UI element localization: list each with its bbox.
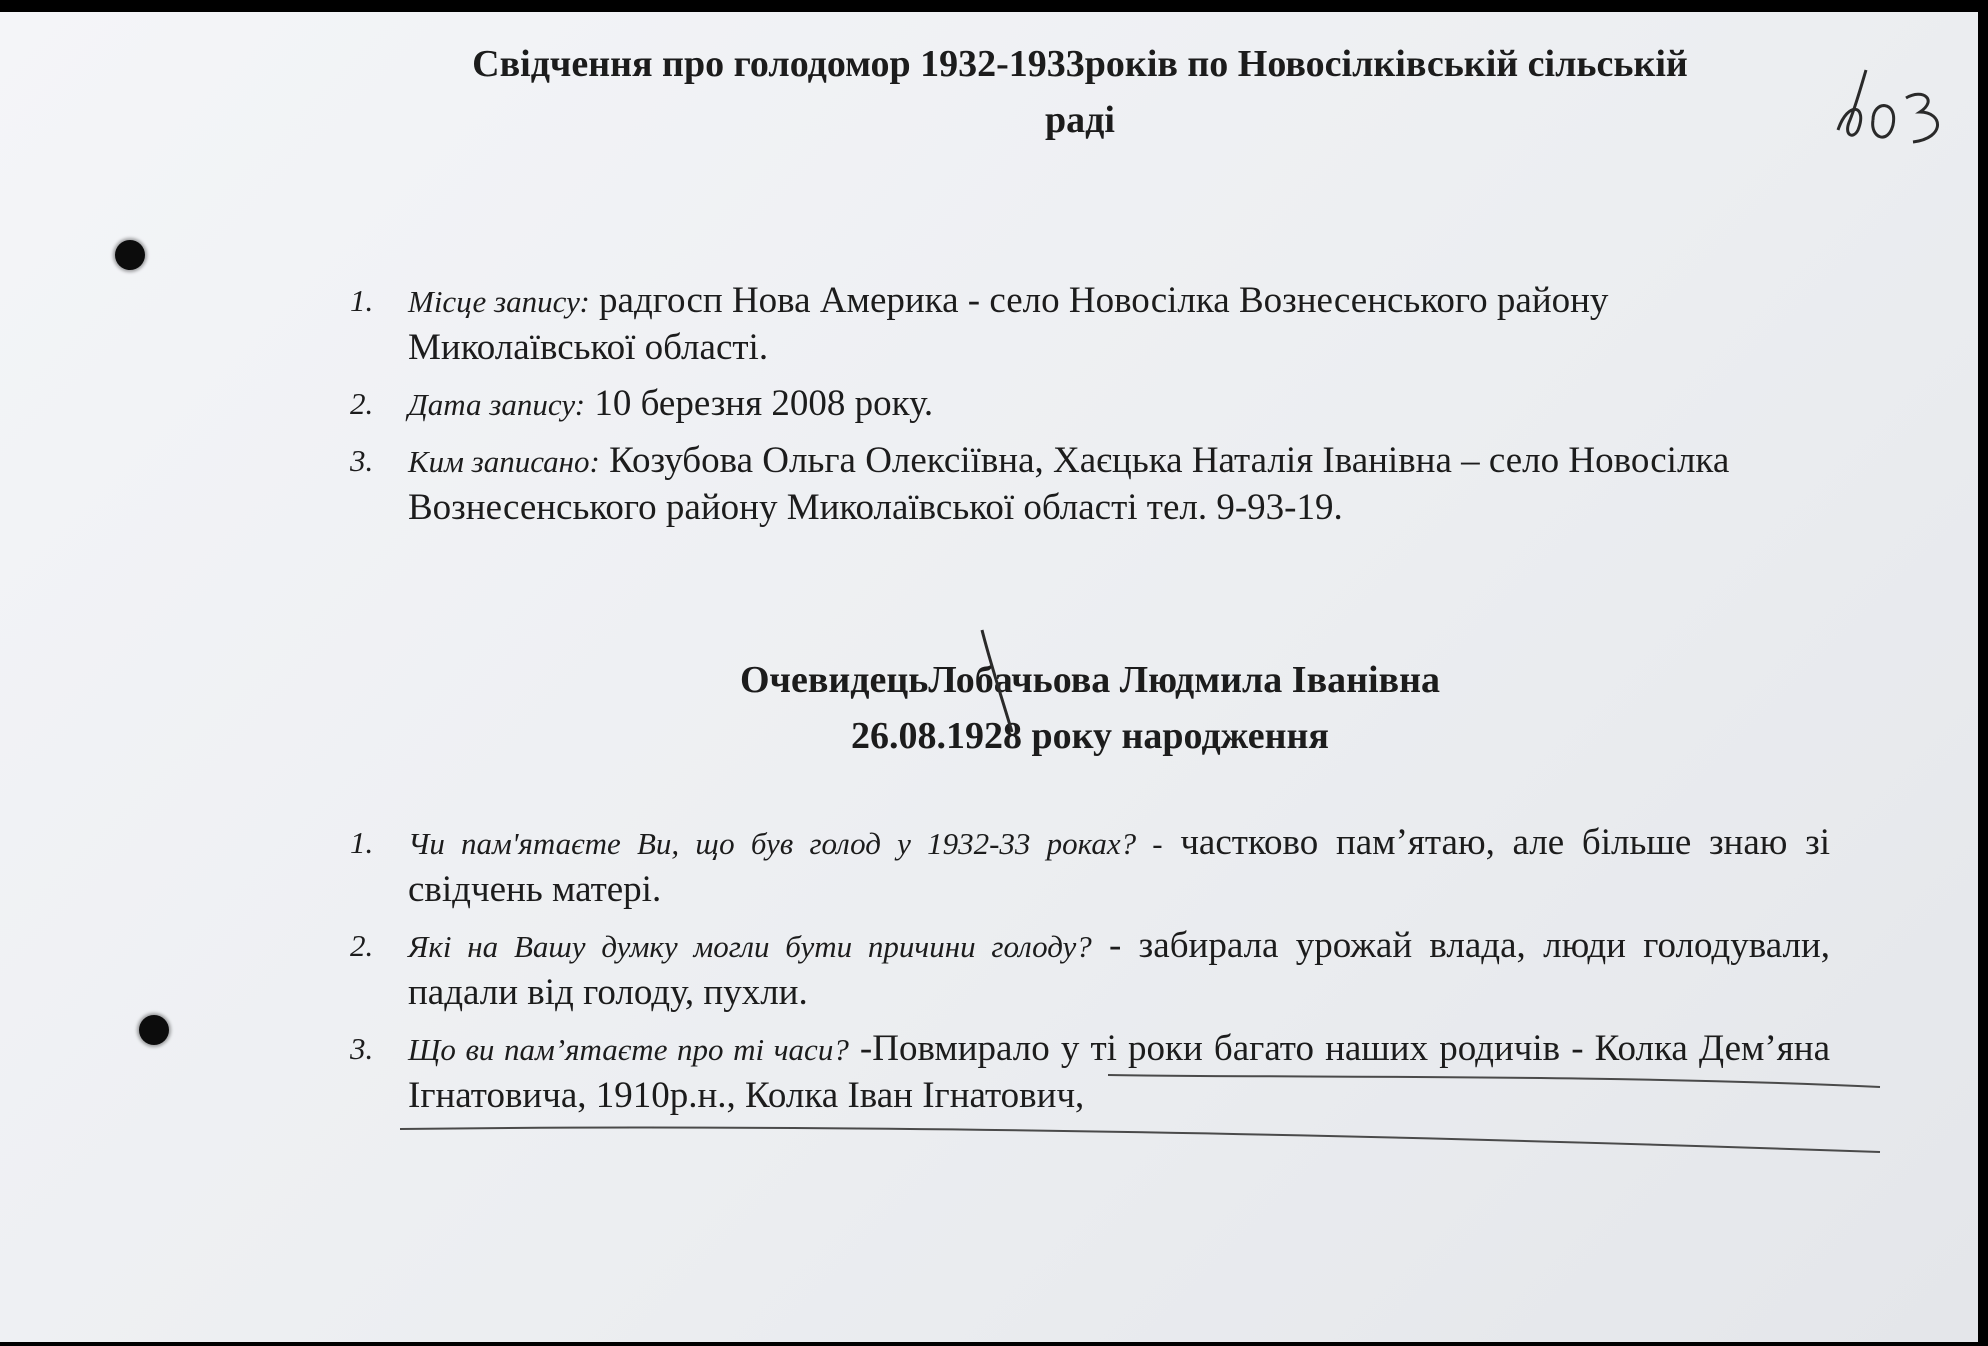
interview-qa-list bbox=[350, 820, 1830, 1129]
qa-item bbox=[350, 923, 1830, 1016]
document-title-line-1: Свідчення про голодомор 1932-1933років по Новосілківській сільській bbox=[472, 43, 1688, 85]
qa-item bbox=[350, 820, 1830, 913]
list-number: 1. bbox=[350, 825, 374, 860]
question-text: Що ви пам’ятаєте про ті часи? bbox=[408, 1032, 849, 1067]
list-number: 3. bbox=[350, 443, 374, 478]
answer-text: -Повмирало у ті роки багато наших родичів - Колка Дем’яна Ігнатовича, 1910р.н., Колка Іван Ігнатович, bbox=[408, 1028, 1830, 1116]
witness-name: ОчевидецьЛобачьова Людмила Іванівна bbox=[740, 659, 1440, 701]
metadata-item-date bbox=[350, 381, 1830, 428]
witness-heading bbox=[440, 652, 1740, 764]
document-title bbox=[300, 36, 1860, 148]
document-title-line-2: раді bbox=[1045, 99, 1115, 141]
metadata-label: Ким записано: bbox=[408, 444, 600, 479]
question-text: Які на Вашу думку могли бути причини голоду? bbox=[408, 929, 1092, 964]
list-number: 2. bbox=[350, 386, 374, 421]
qa-item bbox=[350, 1026, 1830, 1119]
witness-birth-date: 26.08.1928 року народження bbox=[851, 715, 1329, 757]
metadata-value: 10 березня 2008 року. bbox=[585, 383, 934, 424]
answer-text: частково пам’ятаю, але більше знаю зі свідчень матері. bbox=[408, 822, 1831, 910]
question-text: Чи пам'ятаєте Ви, що був голод у 1932-33 роках? - bbox=[408, 826, 1163, 861]
metadata-label: Дата запису: bbox=[408, 387, 586, 422]
metadata-value: Козубова Ольга Олексіївна, Хаєцька Наталія Іванівна – село Новосілка Вознесенського району Миколаївської області тел. 9-93-19. bbox=[408, 440, 1730, 528]
metadata-item-recorded-by bbox=[350, 438, 1830, 531]
punch-hole-top bbox=[115, 240, 145, 270]
document-page bbox=[0, 12, 1978, 1342]
pencil-underline-2 bbox=[400, 1128, 1880, 1152]
metadata-item-place bbox=[350, 278, 1830, 371]
metadata-value: радгосп Нова Америка - село Новосілка Вознесенського району Миколаївської області. bbox=[408, 280, 1609, 368]
record-metadata-list bbox=[350, 278, 1830, 541]
metadata-label: Місце запису: bbox=[408, 284, 590, 319]
list-number: 3. bbox=[350, 1031, 374, 1066]
list-number: 2. bbox=[350, 928, 374, 963]
list-number: 1. bbox=[350, 283, 374, 318]
punch-hole-bottom bbox=[139, 1015, 169, 1045]
answer-text: - забирала урожай влада, люди голодували, падали від голоду, пухли. bbox=[408, 925, 1830, 1013]
